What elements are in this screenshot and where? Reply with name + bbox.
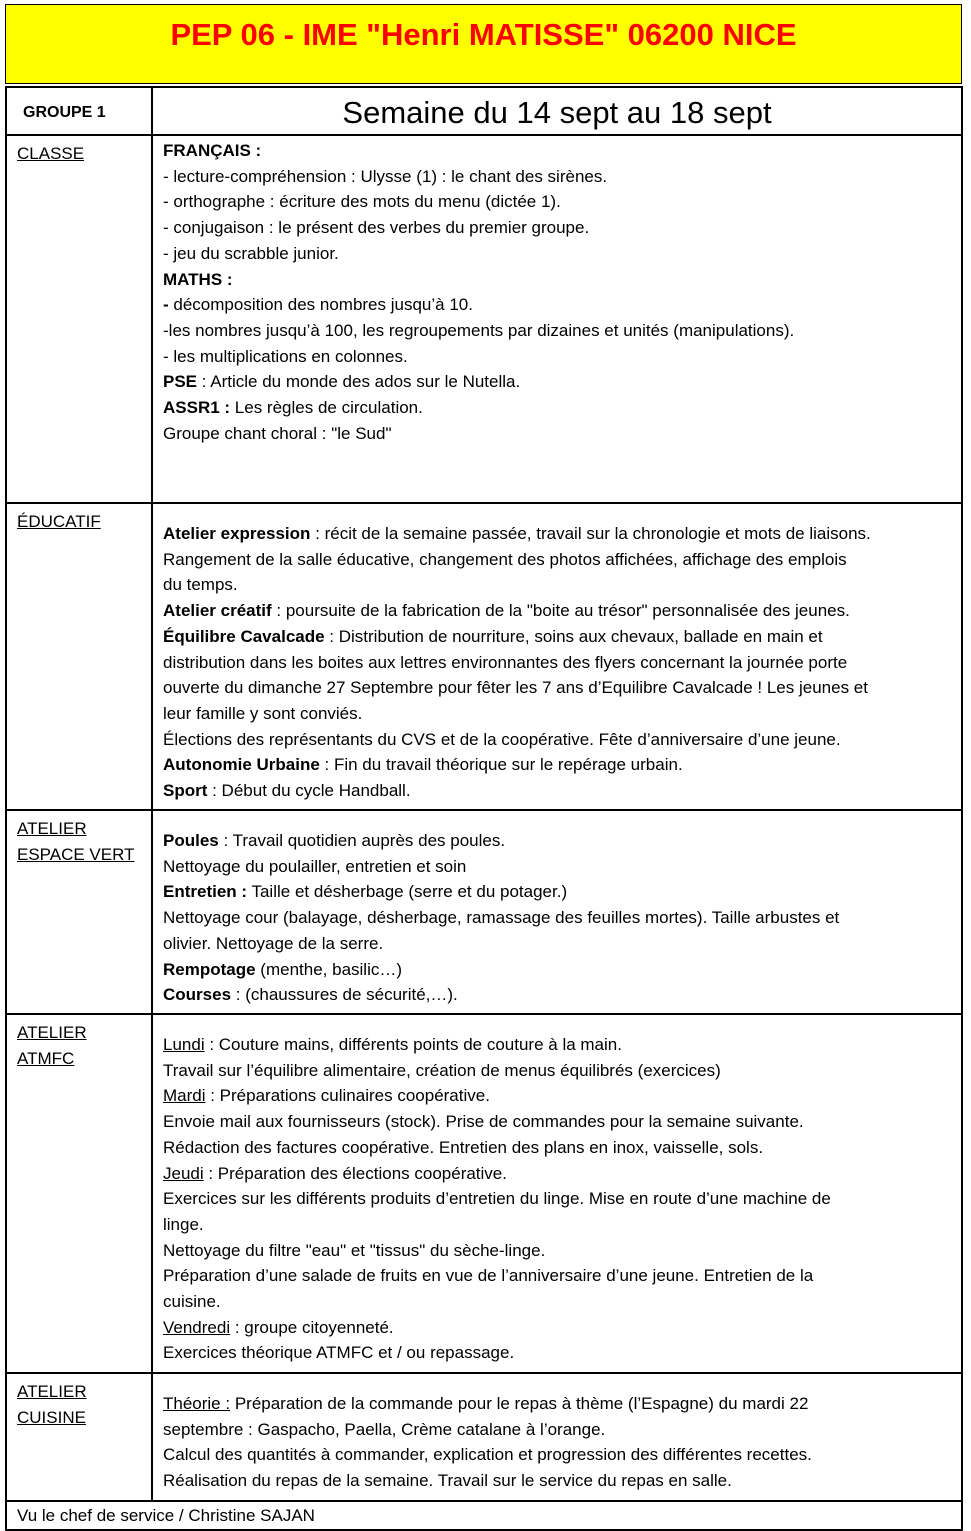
line: Théorie : Préparation de la commande pour le repas à thème (l’Espagne) du mardi 22 (163, 1394, 809, 1413)
section-content-educatif (152, 503, 962, 810)
line: distribution dans les boites aux lettres environnantes des flyers concernant la journée porte (163, 652, 848, 672)
line: Élections des représentants du CVS et de la coopérative. Fête d’anniversaire d’une jeune. (163, 729, 841, 749)
line: Envoie mail aux fournisseurs (stock). Prise de commandes pour la semaine suivante. (163, 1112, 804, 1132)
line: Exercices sur les différents produits d’entretien du linge. Mise en route d’une machine de (163, 1189, 831, 1209)
section-content-classe (152, 135, 962, 503)
line: septembre : Gaspacho, Paella, Crème catalane à l’orange. (163, 1419, 606, 1439)
espace-vert-label-2: ESPACE VERT (17, 844, 135, 864)
cuisine-label-1: ATELIER (17, 1382, 87, 1401)
document-title-banner (5, 4, 962, 84)
section-espace-vert (6, 810, 962, 1014)
section-label-atmfc (6, 1014, 152, 1373)
line: Rédaction des factures coopérative. Entretien des plans en inox, vaisselle, sols. (163, 1137, 764, 1157)
line: - lecture-compréhension : Ulysse (1) : le chant des sirènes. (163, 166, 608, 186)
section-cuisine (6, 1373, 962, 1501)
line: - les multiplications en colonnes. (163, 346, 408, 366)
week-title: Semaine du 14 sept au 18 sept (152, 87, 962, 135)
line: Travail sur l’équilibre alimentaire, création de menus équilibrés (exercices) (163, 1060, 721, 1080)
line: Poules : Travail quotidien auprès des poules. (163, 831, 506, 850)
atmfc-label-2: ATMFC (17, 1048, 75, 1068)
line: Mardi : Préparations culinaires coopérative. (163, 1086, 490, 1106)
line: Réalisation du repas de la semaine. Travail sur le service du repas en salle. (163, 1471, 732, 1491)
line: Autonomie Urbaine : Fin du travail théorique sur le repérage urbain. (163, 755, 683, 775)
section-content-espace-vert (152, 810, 962, 1014)
document-title: PEP 06 - IME "Henri MATISSE" 06200 NICE (170, 17, 797, 52)
line: Nettoyage du poulailler, entretien et soin (163, 856, 467, 876)
line: - décomposition des nombres jusqu’à 10. (163, 295, 473, 315)
line: Sport : Début du cycle Handball. (163, 781, 411, 801)
line: Vendredi : groupe citoyenneté. (163, 1317, 394, 1337)
line: Nettoyage du filtre "eau" et "tissus" du sèche-linge. (163, 1240, 546, 1260)
line: leur famille y sont conviés. (163, 703, 363, 723)
line: Préparation d’une salade de fruits en vue de l’anniversaire d’une jeune. Entretien de la (163, 1266, 814, 1286)
line: linge. (163, 1214, 204, 1234)
espace-vert-label-1: ATELIER (17, 819, 87, 838)
line: - conjugaison : le présent des verbes du premier groupe. (163, 218, 590, 238)
section-content-atmfc (152, 1014, 962, 1373)
footer-row (6, 1501, 962, 1530)
line: Atelier créatif : poursuite de la fabrication de la "boite au trésor" personnalisée des jeunes. (163, 601, 850, 621)
line: Exercices théorique ATMFC et / ou repassage. (163, 1343, 515, 1363)
line: FRANÇAIS : (163, 141, 262, 160)
line: Jeudi : Préparation des élections coopérative. (163, 1163, 507, 1183)
section-educatif (6, 503, 962, 810)
section-label-educatif (6, 503, 152, 810)
line: -les nombres jusqu’à 100, les regroupements par dizaines et unités (manipulations). (163, 320, 795, 340)
line: Nettoyage cour (balayage, désherbage, ramassage des feuilles mortes). Taille arbustes et (163, 908, 840, 928)
section-classe (6, 135, 962, 503)
line: - orthographe : écriture des mots du menu (dictée 1). (163, 192, 561, 212)
cuisine-label-2: CUISINE (17, 1407, 86, 1427)
line: ASSR1 : Les règles de circulation. (163, 398, 423, 418)
section-label-cuisine (6, 1373, 152, 1501)
header-row (6, 87, 962, 135)
line: olivier. Nettoyage de la serre. (163, 933, 384, 953)
classe-label: CLASSE (17, 144, 85, 163)
footer-signature: Vu le chef de service / Christine SAJAN (6, 1501, 962, 1530)
line: MATHS : (163, 269, 233, 289)
line: Groupe chant choral : "le Sud" (163, 423, 392, 443)
weekly-schedule-table (5, 86, 963, 1531)
line: - jeu du scrabble junior. (163, 243, 339, 263)
line: PSE : Article du monde des ados sur le Nutella. (163, 372, 521, 392)
line: Équilibre Cavalcade : Distribution de nourriture, soins aux chevaux, ballade en main et (163, 626, 823, 646)
group-label: GROUPE 1 (6, 87, 152, 135)
line: Rempotage (menthe, basilic…) (163, 959, 403, 979)
line: Atelier expression : récit de la semaine passée, travail sur la chronologie et mots de liaisons. (163, 524, 871, 543)
section-label-classe (6, 135, 152, 503)
line: Lundi : Couture mains, différents points de couture à la main. (163, 1035, 622, 1054)
line: Calcul des quantités à commander, explication et progression des différentes recettes. (163, 1445, 812, 1465)
line: Entretien : Taille et désherbage (serre et du potager.) (163, 882, 568, 902)
line: Courses : (chaussures de sécurité,…). (163, 985, 458, 1005)
atmfc-label-1: ATELIER (17, 1023, 87, 1042)
line: du temps. (163, 575, 238, 595)
section-atmfc (6, 1014, 962, 1373)
section-content-cuisine (152, 1373, 962, 1501)
line: ouverte du dimanche 27 Septembre pour fêter les 7 ans d’Equilibre Cavalcade ! Les jeunes et (163, 678, 868, 698)
educatif-label: ÉDUCATIF (17, 512, 101, 531)
line: Rangement de la salle éducative, changement des photos affichées, affichage des emplois (163, 549, 847, 569)
line: cuisine. (163, 1292, 221, 1312)
section-label-espace-vert (6, 810, 152, 1014)
